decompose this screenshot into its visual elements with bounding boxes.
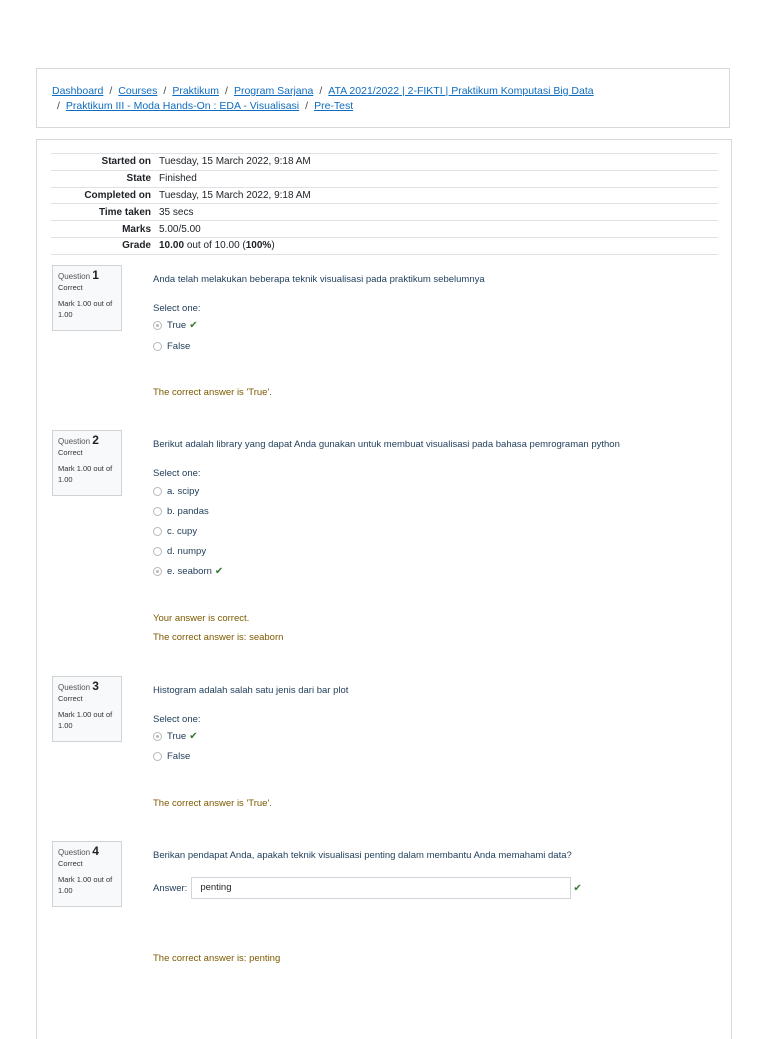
radio-button[interactable] (153, 342, 162, 351)
option-label: b. pandas (167, 506, 209, 517)
breadcrumb-courses[interactable]: Courses (118, 85, 158, 97)
summary-label: Grade (122, 240, 151, 252)
summary-value: Tuesday, 15 March 2022, 9:18 AM (159, 156, 311, 168)
option-false[interactable] (153, 751, 190, 762)
question-info-3 (52, 676, 122, 742)
summary-row-marks (51, 221, 718, 238)
question-info-4 (52, 841, 122, 907)
option-label: e. seaborn (167, 566, 212, 577)
right-answer-feedback: The correct answer is 'True'. (153, 798, 272, 809)
question-number: 2 (92, 433, 99, 447)
option-label: False (167, 341, 191, 352)
question-text: Berikut adalah library yang dapat Anda gunakan untuk membuat visualisasi pada bahasa pemrograman python (153, 439, 620, 450)
question-text: Berikan pendapat Anda, apakah teknik visualisasi penting dalam membantu Anda memahami data? (153, 850, 572, 861)
summary-label: Marks (122, 223, 151, 235)
right-answer-feedback: The correct answer is 'True'. (153, 387, 272, 398)
correct-check-icon: ✔ (214, 566, 224, 577)
radio-button[interactable] (153, 507, 162, 516)
summary-row-grade (51, 237, 718, 254)
grade-score: 10.00 (159, 240, 185, 252)
breadcrumb-pretest[interactable]: Pre-Test (314, 100, 354, 112)
question-content-2 (153, 439, 713, 649)
summary-value: Tuesday, 15 March 2022, 9:18 AM (159, 189, 311, 201)
question-state: Correct (58, 283, 83, 292)
right-answer-feedback: The correct answer is: penting (153, 953, 281, 964)
select-one-label: Select one: (153, 714, 201, 725)
question-state: Correct (58, 859, 83, 868)
summary-label: State (126, 173, 151, 185)
right-answer-feedback: The correct answer is: seaborn (153, 632, 284, 643)
summary-value: 35 secs (159, 206, 194, 218)
question-grade: Mark 1.00 out of 1.00 (58, 299, 113, 319)
question-grade: Mark 1.00 out of 1.00 (58, 710, 113, 730)
select-one-label: Select one: (153, 303, 201, 314)
option-true[interactable] (153, 731, 198, 742)
question-number: 4 (92, 844, 99, 858)
radio-button[interactable] (153, 321, 162, 330)
breadcrumb-panel (36, 68, 730, 128)
option-label: True (167, 320, 187, 331)
breadcrumb-separator: / (305, 100, 309, 112)
breadcrumb-course[interactable]: ATA 2021/2022 | 2-FIKTI | Praktikum Komputasi Big Data (328, 85, 594, 97)
summary-value: 5.00/5.00 (159, 223, 201, 235)
question-label: Question (58, 437, 91, 446)
question-content-4 (153, 850, 713, 980)
grade-out-of: out of 10.00 (186, 240, 240, 252)
question-label: Question (58, 683, 91, 692)
select-one-label: Select one: (153, 468, 201, 479)
question-state: Correct (58, 694, 83, 703)
option-true[interactable] (153, 320, 198, 331)
option-d[interactable] (153, 546, 206, 557)
question-label: Question (58, 848, 91, 857)
summary-row-completed (51, 187, 718, 204)
summary-label: Completed on (84, 189, 151, 201)
option-e[interactable] (153, 566, 223, 577)
breadcrumb-dashboard[interactable]: Dashboard (52, 85, 104, 97)
question-grade: Mark 1.00 out of 1.00 (58, 875, 113, 895)
option-label: False (167, 751, 191, 762)
radio-button[interactable] (153, 487, 162, 496)
summary-value: 10.00 out of 10.00 (100%) (159, 240, 275, 252)
question-content-3 (153, 685, 713, 815)
question-text: Anda telah melakukan beberapa teknik visualisasi pada praktikum sebelumnya (153, 274, 485, 285)
question-number: 1 (92, 268, 99, 282)
radio-button[interactable] (153, 732, 162, 741)
grade-percent: 100% (245, 240, 272, 252)
breadcrumb-separator: / (57, 100, 60, 112)
radio-button[interactable] (153, 547, 162, 556)
option-label: d. numpy (167, 546, 207, 557)
breadcrumb-separator: / (319, 85, 323, 97)
summary-label: Started on (101, 156, 151, 168)
option-label: True (167, 731, 187, 742)
breadcrumb (52, 84, 712, 114)
breadcrumb-separator: / (109, 85, 113, 97)
correct-check-icon: ✔ (573, 882, 582, 894)
attempt-summary-table (51, 153, 718, 255)
quiz-review-region (36, 139, 732, 1039)
breadcrumb-separator: / (163, 85, 167, 97)
radio-button[interactable] (153, 752, 162, 761)
radio-button[interactable] (153, 567, 162, 576)
question-info-1 (52, 265, 122, 331)
summary-row-started (51, 154, 718, 171)
summary-row-time-taken (51, 204, 718, 221)
breadcrumb-section[interactable]: Praktikum III - Moda Hands-On : EDA - Visualisasi (65, 100, 300, 112)
question-text: Histogram adalah salah satu jenis dari bar plot (153, 685, 349, 696)
option-b[interactable] (153, 506, 209, 517)
specific-feedback: Your answer is correct. (153, 613, 250, 624)
answer-row (153, 877, 582, 899)
summary-label: Time taken (98, 206, 151, 218)
question-label: Question (58, 272, 91, 281)
option-a[interactable] (153, 486, 199, 497)
question-grade: Mark 1.00 out of 1.00 (58, 464, 113, 484)
option-false[interactable] (153, 341, 190, 352)
correct-check-icon: ✔ (189, 731, 198, 742)
breadcrumb-program-sarjana[interactable]: Program Sarjana (233, 85, 314, 97)
option-label: c. cupy (167, 526, 198, 537)
option-label: a. scipy (167, 486, 200, 497)
radio-button[interactable] (153, 527, 162, 536)
question-content-1 (153, 274, 713, 404)
option-c[interactable] (153, 526, 197, 537)
question-state: Correct (58, 448, 83, 457)
summary-value: Finished (159, 173, 197, 185)
breadcrumb-praktikum[interactable]: Praktikum (172, 85, 220, 97)
breadcrumb-separator: / (225, 85, 228, 97)
correct-check-icon: ✔ (189, 320, 198, 331)
summary-row-state (51, 170, 718, 187)
question-number: 3 (92, 679, 99, 693)
answer-label: Answer: (153, 882, 188, 894)
question-info-2 (52, 430, 122, 496)
answer-input[interactable]: penting (191, 877, 571, 899)
